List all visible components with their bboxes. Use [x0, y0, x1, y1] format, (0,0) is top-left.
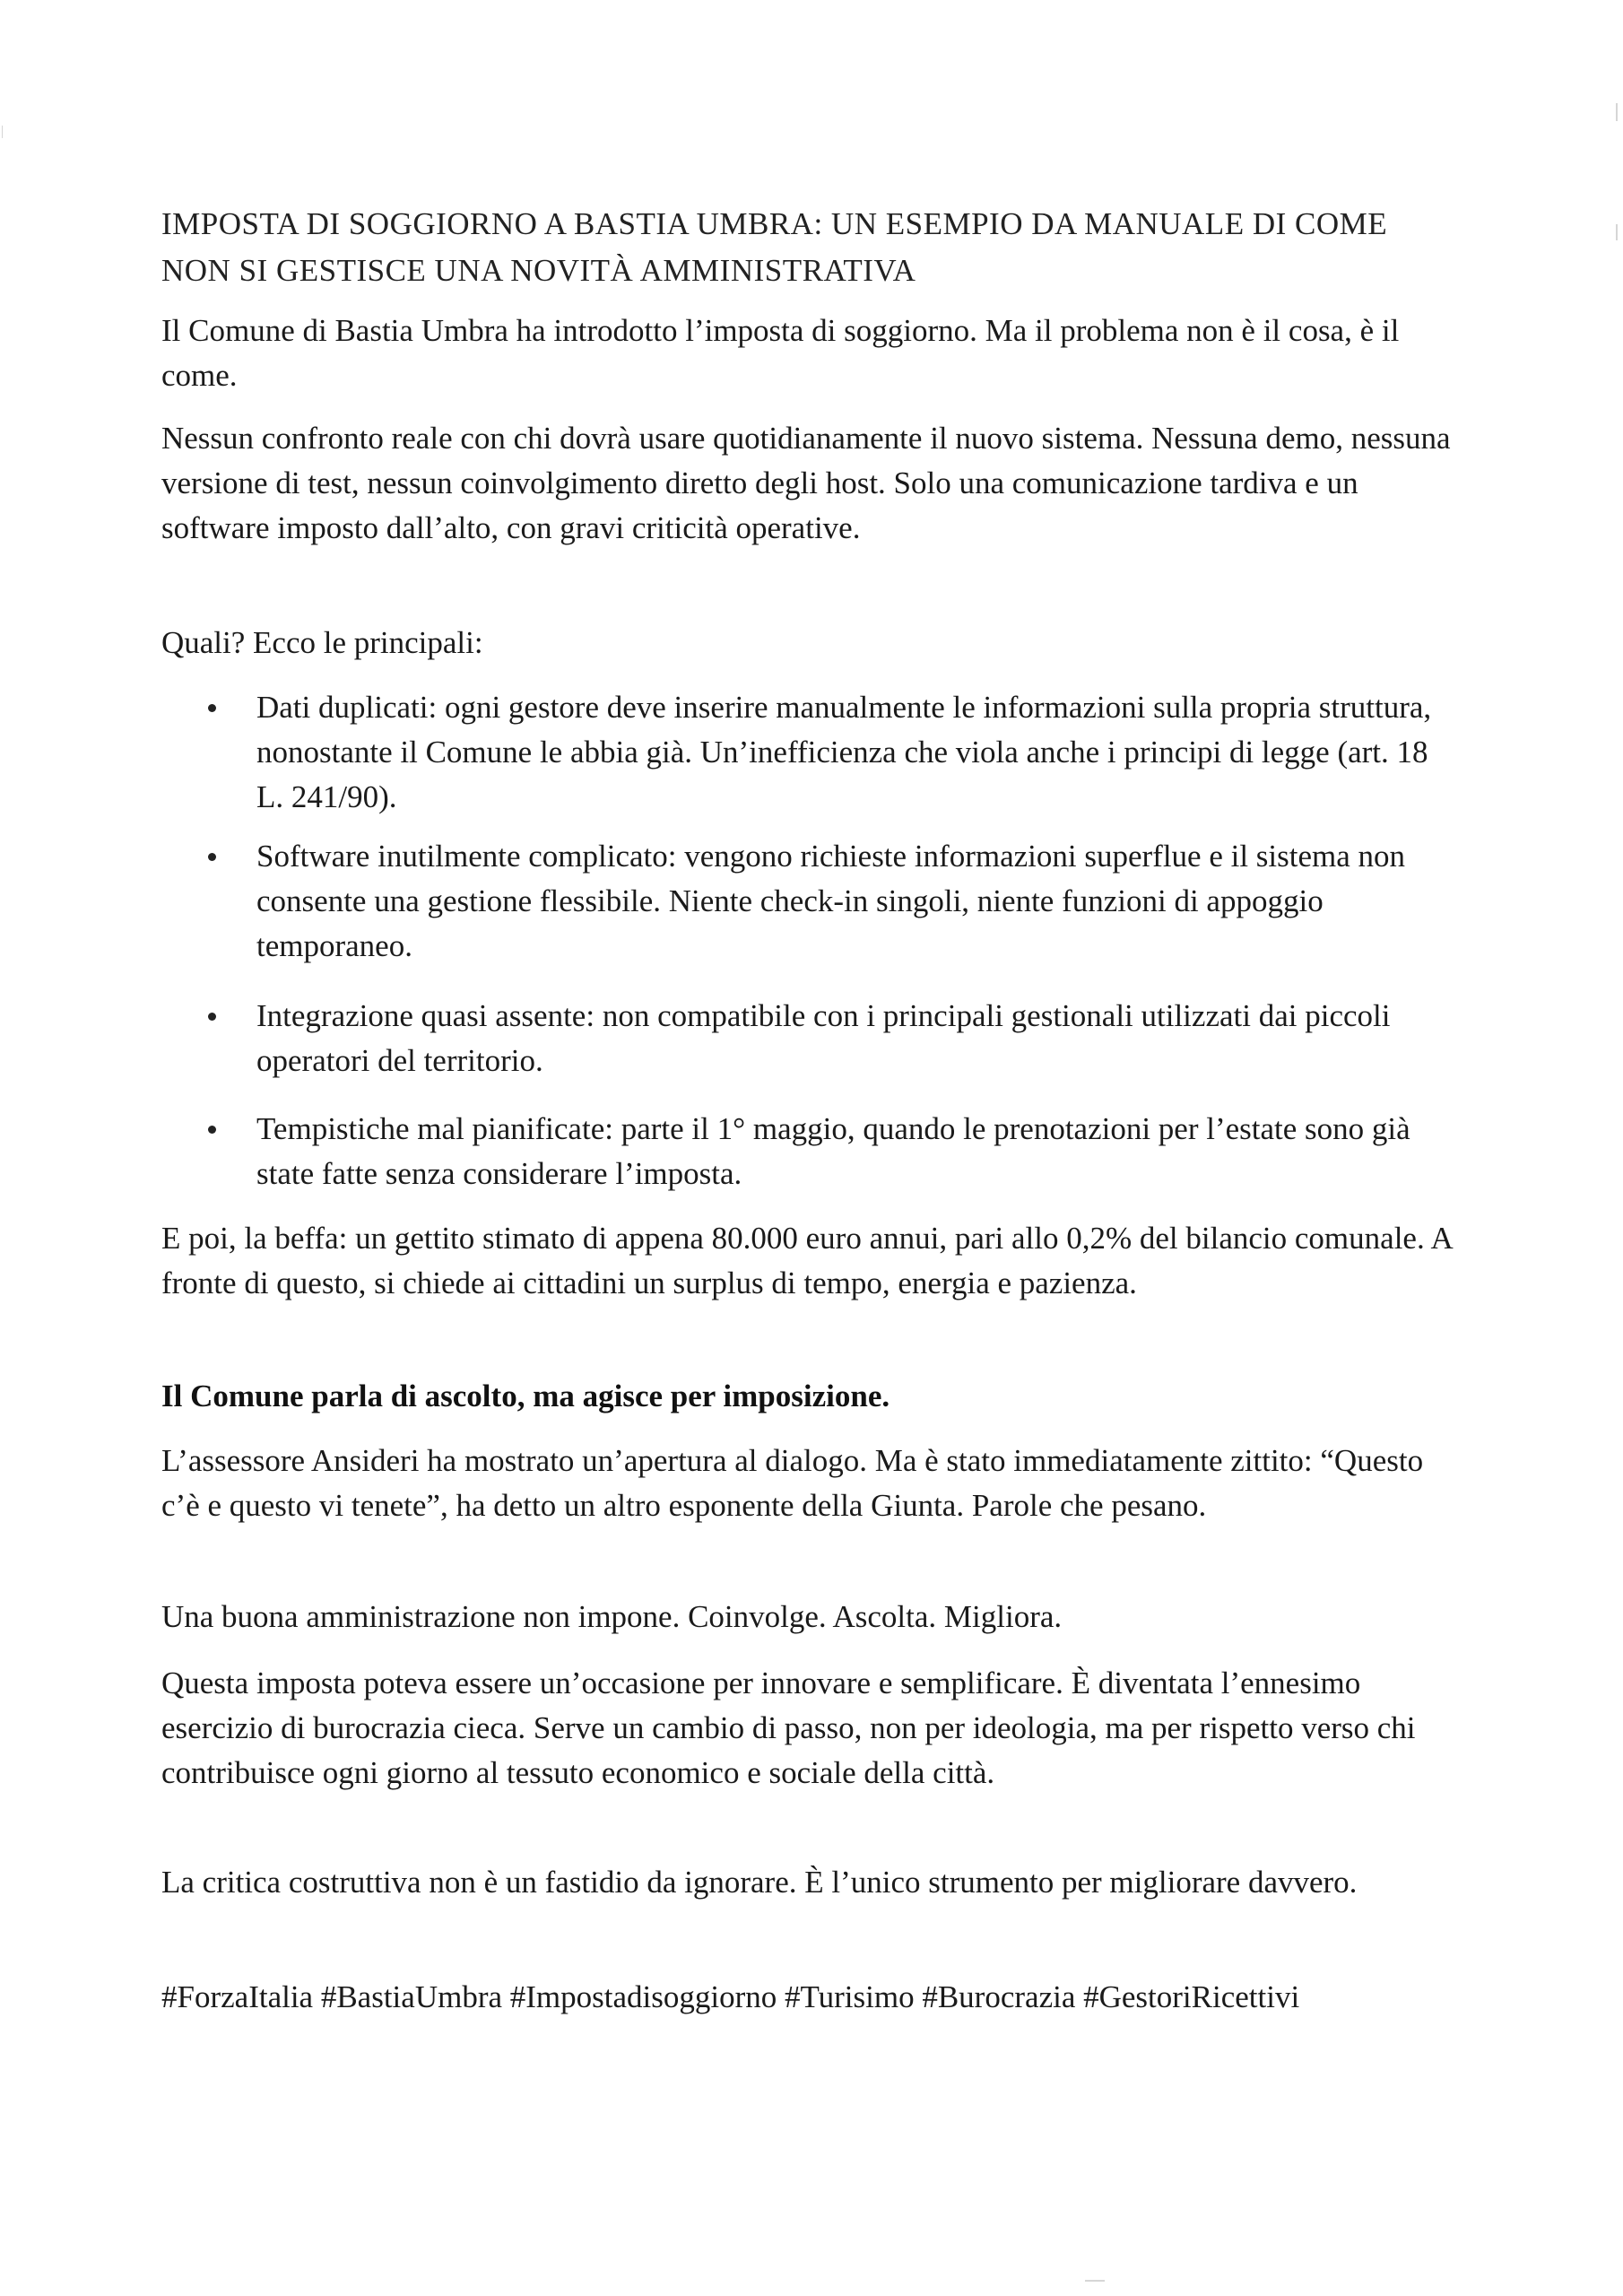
hashtags: #ForzaItalia #BastiaUmbra #Impostadisoggiorno #Turisimo #Burocrazia #GestoriRicettivi — [161, 1979, 1300, 2014]
list-item-text: Tempistiche mal pianificate: parte il 1° maggio, quando le prenotazioni per l’estate sono già state fatte senza considerare l’imposta. — [256, 1111, 1410, 1191]
bullet-icon — [208, 1013, 216, 1021]
scan-artifact — [1085, 2280, 1105, 2282]
bullet-icon — [208, 704, 216, 712]
list-item-text: Software inutilmente complicato: vengono richieste informazioni superflue e il sistema non consente una gestione flessibile. Niente check-in singoli, niente funzioni di appoggio temporaneo. — [256, 839, 1406, 963]
paragraph-no-confronto: Nessun confronto reale con chi dovrà usare quotidianamente il nuovo sistema. Nessuna demo, nessuna versione di test, nessun coinvolgimento diretto degli host. Solo una comunicazione tardiva e un software imposto dall’alto, con gravi criticità operative. — [161, 421, 1451, 545]
scan-artifact — [2, 126, 3, 138]
list-item-integrazione — [161, 994, 1453, 1083]
paragraph-critica: La critica costruttiva non è un fastidio da ignorare. È l’unico strumento per migliorare davvero. — [161, 1865, 1358, 1900]
paragraph-quali: Quali? Ecco le principali: — [161, 625, 483, 660]
bold-heading: Il Comune parla di ascolto, ma agisce per imposizione. — [161, 1378, 890, 1413]
paragraph-assessore: L’assessore Ansideri ha mostrato un’apertura al dialogo. Ma è stato immediatamente zittito: “Questo c’è e questo vi tenete”, ha detto un altro esponente della Giunta. Parole che pesano. — [161, 1443, 1424, 1523]
paragraph-occasione: Questa imposta poteva essere un’occasione per innovare e semplificare. È diventata l’ennesimo esercizio di burocrazia cieca. Serve un cambio di passo, non per ideologia, ma per rispetto verso chi contribuisce ogni giorno al tessuto economico e sociale della città. — [161, 1665, 1416, 1790]
bullet-icon — [208, 853, 216, 861]
document-title: IMPOSTA DI SOGGIORNO A BASTIA UMBRA: UN ESEMPIO DA MANUALE DI COME NON SI GESTISCE UNA NOVITÀ AMMINISTRATIVA — [161, 206, 1388, 288]
paragraph-beffa: E poi, la beffa: un gettito stimato di appena 80.000 euro annui, pari allo 0,2% del bilancio comunale. A fronte di questo, si chiede ai cittadini un surplus di tempo, energia e pazienza. — [161, 1221, 1452, 1300]
paragraph-intro: Il Comune di Bastia Umbra ha introdotto l’imposta di soggiorno. Ma il problema non è il cosa, è il come. — [161, 313, 1400, 393]
bullet-icon — [208, 1126, 216, 1134]
list-item-dati-duplicati — [161, 685, 1453, 820]
scan-artifact — [1616, 224, 1618, 240]
list-item-software-complicato — [161, 834, 1453, 969]
scan-artifact — [1616, 103, 1618, 121]
paragraph-buona-amministrazione: Una buona amministrazione non impone. Coinvolge. Ascolta. Migliora. — [161, 1599, 1063, 1634]
list-item-tempistiche — [161, 1107, 1453, 1196]
list-item-text: Integrazione quasi assente: non compatibile con i principali gestionali utilizzati dai piccoli operatori del territorio. — [256, 998, 1391, 1078]
list-item-text: Dati duplicati: ogni gestore deve inserire manualmente le informazioni sulla propria struttura, nonostante il Comune le abbia già. Un’inefficienza che viola anche i principi di legge (art. 18 L. 241/90). — [256, 690, 1432, 814]
